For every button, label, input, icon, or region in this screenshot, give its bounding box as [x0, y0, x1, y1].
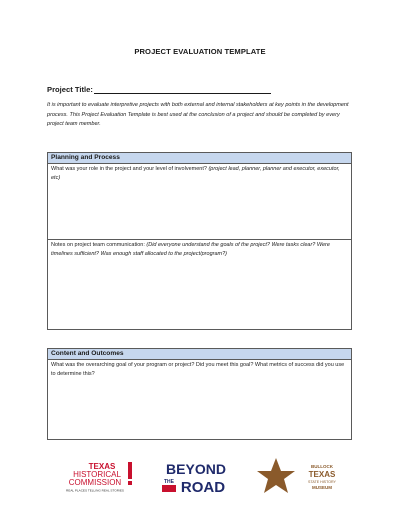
role-involvement-cell: [48, 164, 351, 239]
bullock-museum-logo: [256, 456, 348, 496]
goal-outcome-cell: [48, 360, 351, 440]
cell-prompt: Notes on project team communication:: [51, 242, 145, 248]
cell-prompt: What was the overarching goal of your program or project? Did you meet this goal? What metrics of success did you use to determine this?: [51, 362, 345, 377]
thc-line2: HISTORICAL: [73, 470, 121, 479]
project-title-blank-line: [94, 85, 271, 94]
bullock-star-icon: [257, 458, 295, 493]
cell-note: (Did everyone understand the goals of the project? Were tasks clear? Were timelines sufficient? Was enough staff allocated to the project/program?): [51, 242, 330, 257]
section-heading: Content and Outcomes: [48, 349, 351, 360]
thc-exclamation-dot: [128, 481, 132, 485]
btr-red-block: [162, 485, 176, 492]
bullock-line2: TEXAS: [308, 470, 336, 479]
texas-historical-commission-logo: [62, 460, 136, 494]
btr-the: THE: [164, 479, 174, 485]
cell-note: (project lead, planner, planner and executor, executor, etc): [51, 166, 340, 181]
thc-tagline: REAL PLACES TELLING REAL STORIES: [66, 488, 124, 493]
bullock-line4: MUSEUM: [312, 485, 332, 490]
planning-and-process-section: [47, 152, 352, 330]
page-title: PROJECT EVALUATION TEMPLATE: [134, 47, 266, 56]
project-title-label: Project Title:: [47, 85, 93, 94]
thc-line1: TEXAS: [88, 462, 116, 471]
cell-prompt: What was your role in the project and your level of involvement?: [51, 166, 207, 172]
bullock-line1: BULLOCK: [311, 464, 333, 469]
project-title-field: [47, 85, 271, 94]
team-communication-cell: [48, 239, 351, 331]
thc-exclamation-bar: [128, 462, 132, 479]
content-and-outcomes-section: [47, 348, 352, 440]
beyond-the-road-logo: [160, 460, 232, 494]
section-heading: Planning and Process: [48, 153, 351, 164]
btr-road: ROAD: [180, 479, 226, 494]
bullock-line3: STATE HISTORY: [308, 480, 336, 484]
footer-logos: [0, 456, 400, 496]
btr-line1: BEYOND: [166, 461, 226, 477]
thc-line3: COMMISSION: [68, 478, 122, 487]
intro-paragraph: It is important to evaluate interpretive projects with both external and internal stakeholders at key points in the development process. This Project Evaluation Template is best used at the conclusion of a project and should be completed by every project team member.: [47, 102, 349, 128]
